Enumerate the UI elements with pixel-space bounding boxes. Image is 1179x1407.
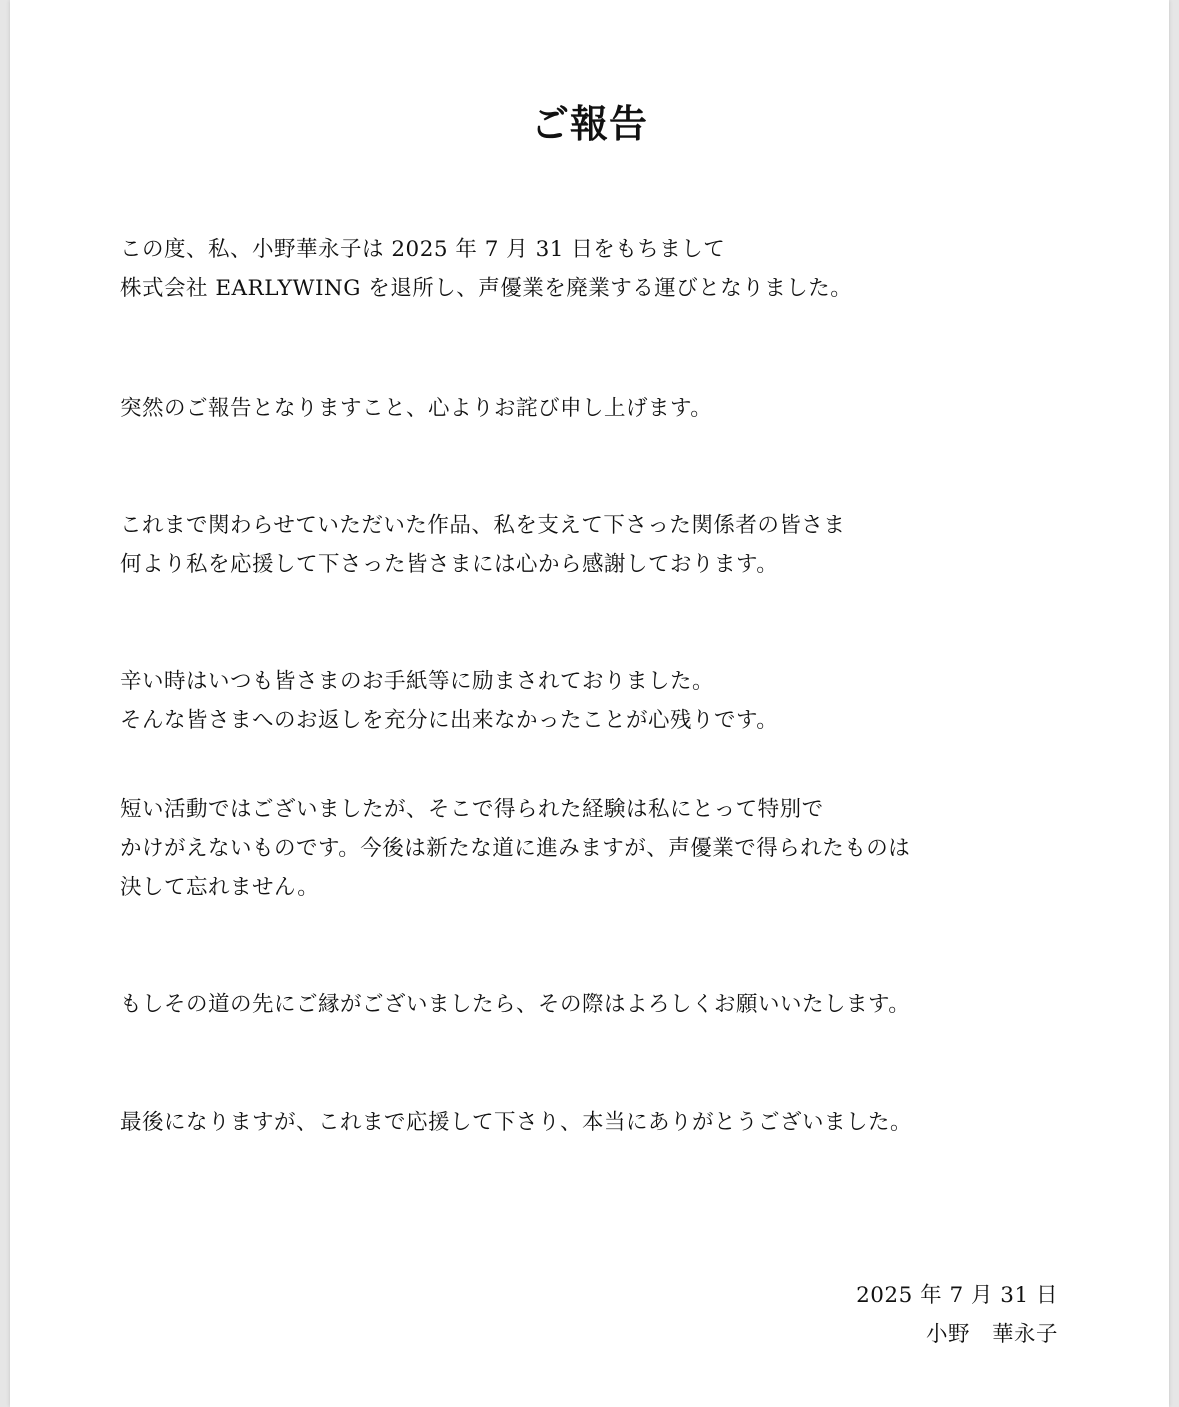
closing-block — [710, 1276, 1058, 1354]
paragraph-future — [120, 985, 1080, 1024]
paragraph-line: 何より私を応援して下さった皆さまには心から感謝しております。 — [120, 552, 779, 577]
paragraph-line: 最後になりますが、これまで応援して下さり、本当にありがとうございました。 — [120, 1110, 913, 1135]
signature: 小野 華永子 — [925, 1322, 1058, 1347]
paragraph-apology — [120, 389, 1080, 428]
paragraph-line: 辛い時はいつも皆さまのお手紙等に励まされておりました。 — [120, 669, 715, 694]
paragraph-gratitude — [120, 506, 1080, 584]
paragraph-experience — [120, 790, 1080, 907]
document-date: 2025 年 7 月 31 日 — [856, 1283, 1058, 1308]
paragraph-line: 株式会社 EARLYWING を退所し、声優業を廃業する運びとなりました。 — [120, 276, 853, 301]
paragraph-letters — [120, 662, 1080, 740]
paragraph-announcement — [120, 230, 1080, 308]
document-page — [10, 0, 1169, 1407]
paragraph-line: 短い活動ではございましたが、そこで得られた経験は私にとって特別で — [120, 797, 824, 822]
paragraph-line: かけがえないものです。今後は新たな道に進みますが、声優業で得られたものは — [120, 836, 911, 861]
document-title: ご報告 — [530, 102, 648, 146]
paragraph-line: この度、私、小野華永子は 2025 年 7 月 31 日をもちまして — [120, 237, 726, 262]
paragraph-line: そんな皆さまへのお返しを充分に出来なかったことが心残りです。 — [120, 708, 779, 733]
paragraph-line: 決して忘れません。 — [120, 875, 320, 900]
paragraph-thanks — [120, 1103, 1080, 1142]
paragraph-line: これまで関わらせていただいた作品、私を支えて下さった関係者の皆さま — [120, 513, 846, 538]
paragraph-line: 突然のご報告となりますこと、心よりお詫び申し上げます。 — [120, 396, 713, 421]
paragraph-line: もしその道の先にご縁がございましたら、その際はよろしくお願いいたします。 — [120, 992, 911, 1017]
